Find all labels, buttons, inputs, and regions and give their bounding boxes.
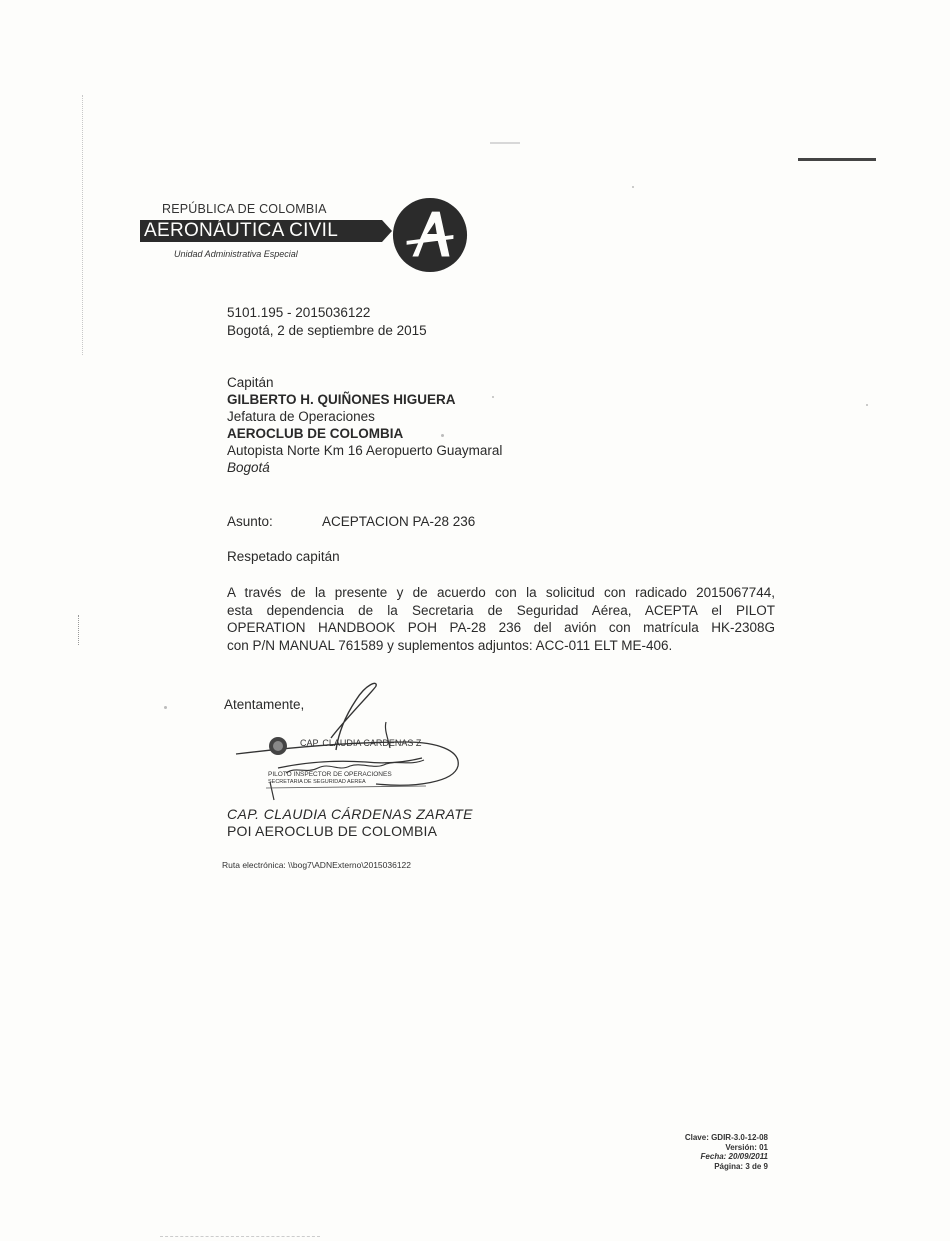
scan-dust [164, 706, 167, 709]
footer-clave: Clave: GDIR-3.0-12-08 [684, 1133, 768, 1142]
body-paragraph [227, 584, 775, 654]
signer-name: CAP. CLAUDIA CÁRDENAS ZARATE [227, 806, 473, 822]
stamp-name: CAP. CLAUDIA CARDENAS Z [300, 738, 422, 748]
salutation: Respetado capitán [227, 549, 340, 564]
recipient-organization: AEROCLUB DE COLOMBIA [227, 426, 404, 441]
subject-value: ACEPTACION PA-28 236 [322, 514, 476, 529]
reference-number: 5101.195 - 2015036122 [227, 305, 371, 320]
scan-artifact-margin [82, 95, 85, 355]
electronic-route: Ruta electrónica: \\bog7\ADNExterno\2015036122 [222, 860, 412, 870]
recipient-position: Jefatura de Operaciones [227, 409, 375, 424]
scan-artifact-bottom [160, 1236, 320, 1238]
recipient-name: GILBERTO H. QUIÑONES HIGUERA [227, 392, 456, 407]
recipient-address: Autopista Norte Km 16 Aeropuerto Guaymaral [227, 443, 503, 458]
scan-artifact-line [798, 158, 876, 161]
footer-fecha: Fecha: 20/09/2011 [700, 1152, 768, 1161]
body-line: OPERATION HANDBOOK POH PA-28 236 del avión con matrícula HK-2308G [227, 620, 775, 635]
stamp-office: SECRETARIA DE SEGURIDAD AEREA [268, 779, 366, 785]
stamp-role: PILOTO INSPECTOR DE OPERACIONES [268, 771, 392, 778]
signer-position: POI AEROCLUB DE COLOMBIA [227, 823, 438, 839]
scan-artifact-mark [78, 615, 81, 645]
subject-label: Asunto: [227, 514, 273, 529]
letterhead-republica: REPÚBLICA DE COLOMBIA [162, 202, 327, 216]
letter-date: Bogotá, 2 de septiembre de 2015 [227, 323, 427, 338]
body-line: con P/N MANUAL 761589 y suplementos adjuntos: ACC-011 ELT ME-406. [227, 637, 673, 653]
scan-artifact-faint [490, 142, 520, 144]
recipient-title: Capitán [227, 375, 274, 390]
body-line: A través de la presente y de acuerdo con la solicitud con radicado 2015067744, [227, 585, 775, 600]
letterhead-entity: AERONÁUTICA CIVIL [144, 220, 339, 241]
scan-dust [866, 404, 868, 406]
letterhead-unit: Unidad Administrativa Especial [174, 249, 298, 259]
recipient-block [227, 374, 502, 476]
footer-pagina: Página: 3 de 9 [714, 1161, 768, 1171]
footer-version: Versión: 01 [725, 1142, 768, 1152]
aerocivil-logo-icon [391, 196, 469, 274]
letterhead [140, 196, 480, 276]
recipient-city: Bogotá [227, 460, 270, 475]
scan-dust [632, 186, 634, 188]
closing: Atentamente, [224, 697, 305, 712]
body-line: esta dependencia de la Secretaria de Seguridad Aérea, ACEPTA el PILOT [227, 602, 775, 618]
document-control-footer [618, 1133, 768, 1171]
